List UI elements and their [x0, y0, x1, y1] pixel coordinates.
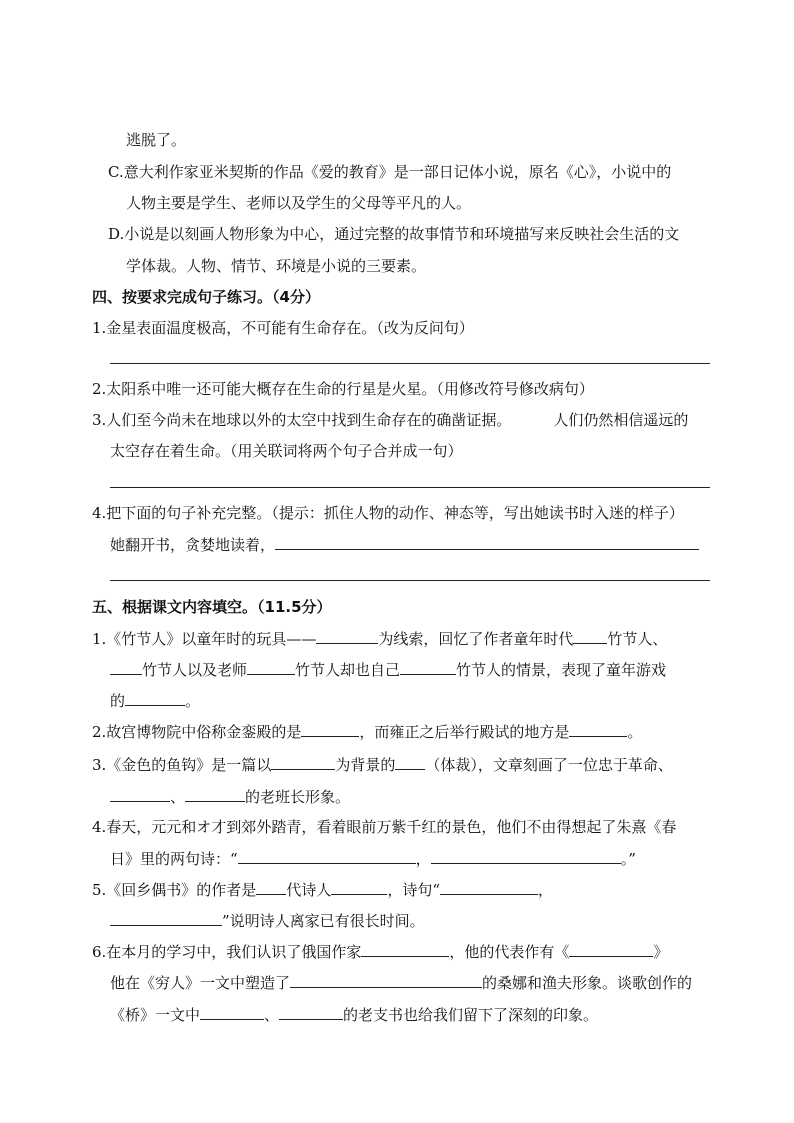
s4-q4-prompt: 她翻开书，贪婪地读着，	[110, 536, 276, 554]
s5-q1-text-d: 竹节人以及老师	[142, 661, 248, 679]
s5-q6-text-g: 、	[264, 1006, 280, 1024]
s5-q5-blank-1[interactable]	[256, 879, 286, 895]
s5-q5-text-e: ”说明诗人离家已有很长时间。	[222, 912, 425, 930]
s5-q6-text-c: 》	[653, 943, 669, 961]
s4-q4-answer-line[interactable]	[110, 580, 710, 581]
s5-q6-text-d: 他在《穷人》一文中塑造了	[110, 974, 291, 992]
s4-q3-sentence-b: 人们仍然相信遥远的	[553, 411, 689, 429]
s5-q2-text-b: ，而雍正之后举行殿试的地方是	[359, 723, 570, 741]
option-d-line1: D.小说是以刻画人物形象为中心，通过完整的故事情节和环境描写来反映社会生活的文	[108, 225, 680, 243]
s5-q1-text-e: 竹节人却也自己	[295, 661, 401, 679]
s5-q6-text-a: 6.在本月的学习中，我们认识了俄国作家	[92, 943, 362, 961]
s5-q6-blank-3[interactable]	[290, 972, 482, 988]
option-c-line1: C.意大利作家亚米契斯的作品《爱的教育》是一部日记体小说，原名《心》，小说中的	[108, 163, 672, 181]
s5-q1-text-b: 为线索，回忆了作者童年时代	[378, 630, 574, 648]
s5-question-5	[92, 879, 553, 900]
s4-question-2: 2.太阳系中唯一还可能大概存在生命的行星是火星。（用修改符号修改病句）	[92, 380, 594, 398]
s5-q3-blank-3[interactable]	[110, 786, 170, 802]
s5-q3-text-a: 3.《金色的鱼钩》是一篇以	[92, 756, 272, 774]
s5-q6-blank-4[interactable]	[200, 1004, 264, 1020]
s5-q2-text-a: 2.故宫博物院中俗称金銮殿的是	[92, 723, 302, 741]
s4-question-3-cont: 太空存在着生命。（用关联词将两个句子合并成一句）	[110, 442, 463, 460]
s5-q1-blank-5[interactable]	[400, 659, 456, 675]
s5-question-6	[92, 941, 668, 962]
s5-question-3	[92, 754, 673, 775]
s5-q3-blank-4[interactable]	[185, 786, 245, 802]
s5-q1-text-f: 竹节人的情景，表现了童年游戏	[456, 661, 667, 679]
s5-q5-text-d: ，	[538, 881, 554, 899]
s5-q1-blank-1[interactable]	[316, 628, 378, 644]
s5-q6-text-f: 《桥》一文中	[110, 1006, 201, 1024]
s5-q4-text-c: ，	[415, 850, 431, 868]
s5-q4-text-d: 。”	[620, 850, 636, 868]
s5-q3-text-b: 为背景的	[335, 756, 396, 774]
s5-q1-blank-3[interactable]	[110, 659, 142, 675]
s4-q1-answer-line[interactable]	[110, 363, 710, 364]
s5-q6-text-e: 的桑娜和渔夫形象。谈歌创作的	[482, 974, 693, 992]
s4-q4-blank[interactable]	[275, 534, 699, 550]
s5-q4-blank-1[interactable]	[238, 848, 416, 864]
s5-q2-blank-2[interactable]	[569, 721, 627, 737]
s5-question-6-line3	[110, 1004, 598, 1025]
s5-q5-text-c: ，诗句“	[387, 881, 441, 899]
s5-q5-blank-3[interactable]	[440, 879, 538, 895]
s5-q6-text-b: ，他的代表作有《	[449, 943, 570, 961]
option-d-line2: 学体裁。人物、情节、环境是小说的三要素。	[126, 257, 427, 275]
s5-q5-blank-4[interactable]	[110, 910, 222, 926]
s5-question-1-line2	[110, 659, 666, 680]
s4-question-4: 4.把下面的句子补充完整。（提示：抓住人物的动作、神态等，写出她读书时入迷的样子）	[92, 504, 684, 522]
s5-question-4-line2	[110, 848, 636, 869]
s5-question-2	[92, 721, 642, 742]
s5-q2-text-c: 。	[627, 723, 643, 741]
s5-question-4: 4.春天，元元和オ才到郊外踏青，看着眼前万紫千红的景色，他们不由得想起了朱熹《春	[92, 818, 677, 836]
s5-q1-text-h: 。	[185, 692, 201, 710]
section-4-title: 四、按要求完成句子练习。（4分）	[92, 288, 320, 306]
s5-q3-text-d: 、	[170, 788, 186, 806]
s5-q4-text-b: 日》里的两句诗：“	[110, 850, 238, 868]
s5-q3-text-e: 的老班长形象。	[245, 788, 351, 806]
s5-q5-blank-2[interactable]	[331, 879, 387, 895]
s5-q5-text-a: 5.《回乡偶书》的作者是	[92, 881, 257, 899]
s5-q3-blank-2[interactable]	[395, 754, 425, 770]
option-c-line2: 人物主要是学生、老师以及学生的父母等平凡的人。	[126, 194, 472, 212]
s5-q1-blank-4[interactable]	[247, 659, 295, 675]
s5-q3-text-c: （体裁），文章刻画了一位忠于革命、	[425, 756, 673, 774]
s5-q3-blank-1[interactable]	[271, 754, 335, 770]
option-b-end: 逃脱了。	[126, 131, 187, 149]
s5-q6-blank-2[interactable]	[569, 941, 653, 957]
s4-q3-answer-line[interactable]	[110, 487, 710, 488]
s5-q4-blank-2[interactable]	[431, 848, 621, 864]
s5-q1-text-a: 1.《竹节人》以童年时的玩具——	[92, 630, 317, 648]
s5-question-1-line3	[110, 690, 200, 711]
s5-q2-blank-1[interactable]	[301, 721, 359, 737]
s5-question-3-line2	[110, 786, 350, 807]
s5-question-1	[92, 628, 667, 649]
s5-question-6-line2	[110, 972, 692, 993]
s4-q4-sentence	[110, 534, 699, 555]
s5-q5-text-b: 代诗人	[286, 881, 332, 899]
s5-q6-text-h: 的老支书也给我们留下了深刻的印象。	[343, 1006, 599, 1024]
s5-q1-blank-6[interactable]	[125, 690, 185, 706]
s5-q1-text-g: 的	[110, 692, 126, 710]
section-5-title: 五、根据课文内容填空。（11.5分）	[92, 598, 332, 616]
s5-q6-blank-5[interactable]	[279, 1004, 343, 1020]
s5-q1-text-c: 竹节人、	[607, 630, 668, 648]
s4-q3-sentence-a: 3.人们至今尚未在地球以外的太空中找到生命存在的确凿证据。	[92, 411, 512, 429]
s4-question-3	[92, 410, 688, 430]
s5-question-5-line2	[110, 910, 425, 931]
s4-question-1: 1.金星表面温度极高，不可能有生命存在。（改为反问句）	[92, 319, 474, 337]
s5-q1-blank-2[interactable]	[573, 628, 607, 644]
s5-q6-blank-1[interactable]	[361, 941, 449, 957]
